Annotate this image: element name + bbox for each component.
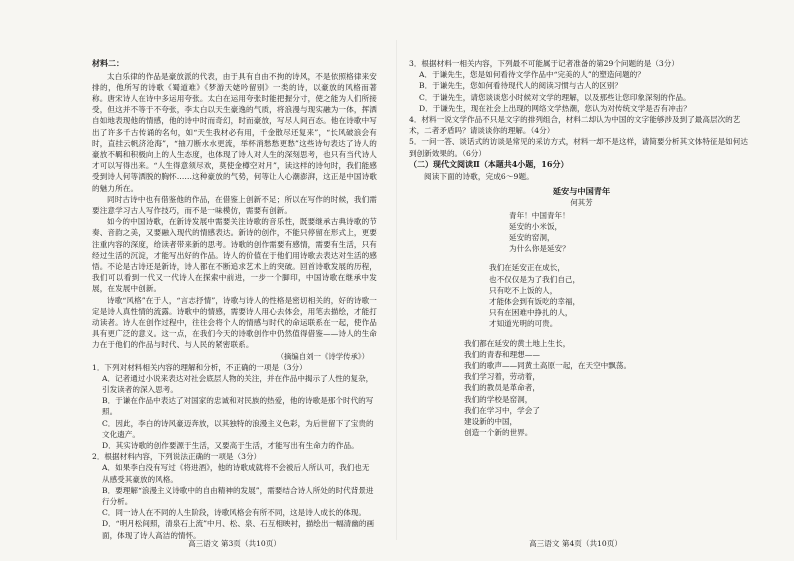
poem-line: 我们都在延安的黄土地上生长， [464,338,571,348]
material-paragraph-1: 太白乐律的作品是豪放派的代表，由于具有自由不拘的诗风，不是依照格律来安排的，他所写的诗歌《蜀道难》《梦游天姥吟留别》一类的诗，以豪放的风格而著称。唐宋诗人在诗中多运用夸张。太白在运用夸张时能把握分寸，使之能为人们所接受，但这并不等于不夸张，李太白以天生豪逸的气质，将浪漫与现实融为一体，挥洒自如地表现他的情感，他的诗中时而奇幻，时而豪放，写尽人间百态。他在诗歌中写出了许多千古传诵的名句，如“天生我材必有用，千金散尽还复来”，“长风破浪会有时，直挂云帆济沧海”，“抽刀断水水更流，举杯消愁愁更愁”这些诗句表达了诗人的豪放不羁和积极向上的人生态度，也体现了诗人对人生的深刻思考，也只有当代诗人才可以写得出来。“人生得意须尽欢，莫使金樽空对月”，读这样的诗句时，我们能感受到诗人何等洒脱的胸怀……这种豪放的气势，何等让人心潮澎湃，这正是中国诗歌的魅力所在。 [92,71,377,193]
poem-line: 我们的青春和理想—— [464,349,540,359]
question-3-option-a: A．于谦先生，您是如何看待文学作品中“完美的人”的塑造问题的？ [419,70,645,80]
poem-line: 我们在学习中，学会了 [464,405,540,415]
question-1-stem: 1．下列对材料相关内容的理解和分析，不正确的一项是（3分） [92,362,307,372]
right-page [397,0,794,561]
poem-line: 只有吃不上饭的人， [489,285,558,295]
section-intro: 阅读下面的诗歌，完成6～9题。 [424,172,534,182]
question-3-option-b: B．于谦先生，您如何看待现代人的阅读习惯与古人的区别？ [419,81,623,91]
poem-line: 也不仅仅是为了我们自己， [489,274,581,284]
question-3-option-c: C．于谦先生，请您谈谈您小时候对文学的理解，以及那些让您印象深刻的作品。 [419,92,691,102]
poem-line: 创造一个新的世界。 [464,428,533,438]
poem-line: 只有在困难中挣扎的人， [489,308,573,318]
material-heading: 材料二： [92,58,124,68]
poem-stanza-3 [409,338,754,439]
question-1-option-a: A．记者通过小说来表达对社会底层人物的关注，并在作品中揭示了人性的复杂，引发读者的深入思考。 [102,373,374,394]
poem-line: 才知道光明的可贵。 [489,319,558,329]
question-2-option-b: B．要理解“浪漫主义诗歌中的自由精神的发展”，需要结合诗人所处的时代背景进行分析。 [102,485,374,507]
poem-line: 建设新的中国， [464,416,518,426]
poem-line: 我们的教员是革命者， [464,383,540,393]
question-1-option-c: C．因此，李白的诗风豪迈奔放，以其独特的浪漫主义色彩，为后世留下了宝贵的文化遗产。 [102,418,374,439]
poem-line: 我们学习着，劳动着， [464,372,540,382]
poem-line: 青年！中国青年！ [509,210,570,220]
question-1-option-d: D．其实诗歌的创作要源于生活，又要高于生活，才能写出有生命力的作品。 [102,441,359,450]
question-4: 4．材料一说文学作品不只是文字的排列组合，材料二却认为中国的文字能够涉及到了最高层次的艺术，二者矛盾吗？请谈谈你的理解。（4分） [409,115,741,136]
poem-line: 我们在延安正在成长， [489,263,565,273]
left-page-footer: 高三语文 第3页（共10页） [188,539,281,548]
question-2-stem: 2．根据材料内容，下列说法正确的一项是（3分） [92,452,262,462]
question-2-option-c: C．同一诗人在不同的人生阶段，诗歌风格会有所不同，这是诗人成长的体现。 [102,508,366,518]
right-page-footer: 高三语文 第4页（共10页） [529,539,622,548]
poem-line: 为什么你是延安？ [509,244,570,254]
poem-line: 才能体会到有饭吃的幸福， [489,296,581,306]
material-paragraph-3: 如今的中国诗歌，在新诗发展中需要关注诗歌的音乐性，既要继承古典诗歌的节奏、音韵之美，又要融入现代的情感表达。新诗的创作，不能只停留在形式上，更要注重内容的深度，给读者带来新的思考。诗歌的创作需要有感情，需要有生活，只有经过生活的沉淀，才能写出好的作品。诗人的价值在于他们用诗歌去表达对生活的感悟。不论是古诗还是新诗，诗人都在不断追求艺术上的突破。回首诗歌发展的历程，我们可以看到一代又一代诗人在探索中前进，一步一个脚印，中国诗歌在继承中发展，在发展中创新。 [92,217,377,294]
poem-stanza-1 [409,210,754,255]
material-paragraph-4: 诗歌“风格”在于人，“言志抒情”，诗歌与诗人的性格是密切相关的，好的诗歌一定是诗人真性情的流露。诗歌中的情感，需要诗人用心去体会，用笔去描绘，才能打动读者。诗人在创作过程中，往往会将个人的情感与时代的命运联系在一起，使作品具有更广泛的意义。这一点，在我们今天的诗歌创作中仍然值得借鉴——诗人的生命力在于他们的作品与时代、与人民的紧密联系。 [92,295,377,350]
poem-title: 延安与中国青年 [552,185,611,196]
poem-stanza-2 [409,262,754,329]
material-paragraph-2: 同时古诗中也有借鉴他的作品，在借鉴上创新不足；所以在写作的时候，我们需要注意学习古人写作技巧，而不是一味模仿，需要有创新。 [92,194,377,215]
question-3-stem: 3．根据材料一相关内容，下列最不可能属于记者准备的第29个问题的是（3分） [409,59,679,68]
question-2-option-d: D．“明月松间照，清泉石上流”中月、松、泉、石互相映衬，描绘出一幅清幽的画面，体现了诗人高洁的情怀。 [102,519,375,540]
question-5: 5．一问一答、谈话式的访谈是常见的采访方式，材料一却不是这样，请简要分析其文体特征是如何达到创新效果的。（6分） [409,137,748,158]
poem-line: 我们的歌声——同黄土高原一起，在天空中飘荡。 [464,360,632,370]
question-3-option-d: D．于谦先生，现在社会上出现的网络文学热潮，您认为对传统文学是否有冲击？ [419,103,691,113]
poem-author: 何其芳 [570,197,593,207]
poem-line: 延安的小米饭， [509,221,563,231]
poem-line: 延安的窑洞， [509,232,555,242]
poem-line: 我们的学校是窑洞， [464,394,533,404]
material-source: （摘编自刘一《诗学传承》） [276,351,369,361]
question-1-option-b: B．于谦在作品中表达了对国家的忠诚和对民族的热爱，他的诗歌是那个时代的写照。 [102,396,374,417]
section-heading: （二）现代文阅读Ⅱ（本题共4小题，16分） [409,158,569,169]
question-2-option-a: A．如果李白没有写过《将进酒》，他的诗歌成就将不会被后人所认可，我们也无从感受其豪放的风格。 [102,463,370,484]
